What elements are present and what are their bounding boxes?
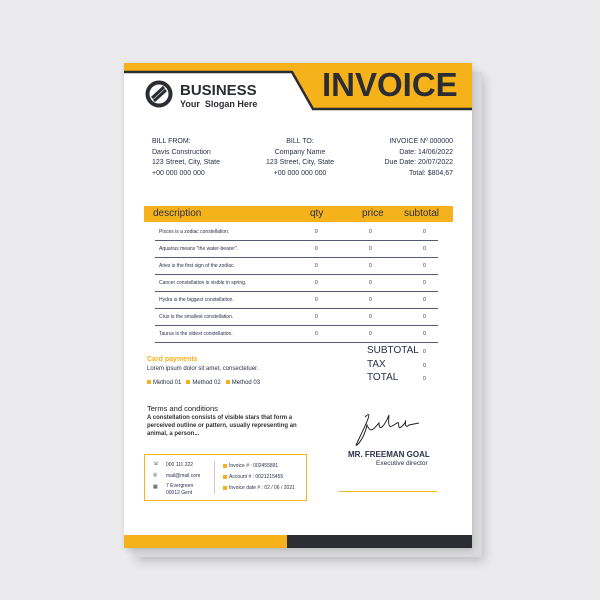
row-qty: 0 <box>315 331 318 337</box>
table-row <box>155 258 438 275</box>
row-description: Aquarius means "the water-bearer". <box>159 246 239 252</box>
brand-name: BUSINESS <box>180 82 257 99</box>
bill-to-label: BILL TO: <box>286 138 314 145</box>
bill-from <box>152 137 220 179</box>
row-description: Cancer constellation is visible in spring. <box>159 280 247 286</box>
row-qty: 0 <box>315 297 318 303</box>
invoice-title: INVOICE <box>322 66 458 103</box>
signer-role: Executive director <box>376 460 428 467</box>
terms-title: Terms and conditions <box>147 404 218 413</box>
row-description: Hydra is the biggest constellation. <box>159 297 234 303</box>
col-price: price <box>362 208 384 219</box>
table-row <box>155 241 438 258</box>
row-description: Crux is the smallest constellation. <box>159 314 234 320</box>
row-subtotal: 0 <box>423 246 426 252</box>
contact-invoice-number: Invoice # : 002455891 <box>229 463 279 469</box>
card-payments-text: Lorem ipsum dolor sit amet, consectetuer. <box>147 366 259 372</box>
bill-to-address: 123 Street, City, State <box>266 159 334 166</box>
footer-bar-dark <box>287 535 472 548</box>
subtotal-value: 0 <box>423 349 426 355</box>
col-subtotal: subtotal <box>404 208 440 219</box>
due-date: Due Date: 20/07/2022 <box>384 159 453 166</box>
card-payments-title: Card payments <box>147 356 198 363</box>
bill-to <box>260 137 340 179</box>
contact-email: mail@mail.com <box>166 473 201 479</box>
bill-to-name: Company Name <box>274 148 326 156</box>
row-price: 0 <box>369 246 372 252</box>
row-subtotal: 0 <box>423 280 426 286</box>
divider <box>214 461 215 494</box>
totals <box>367 345 426 386</box>
signature <box>345 405 425 450</box>
table-row <box>155 292 438 309</box>
terms-text: A constellation consists of visible stars that form a perceived outline or pattern, usually representing an animal, a person... <box>147 415 297 437</box>
col-qty: qty <box>310 208 324 219</box>
row-price: 0 <box>369 263 372 269</box>
method-2: Method 02 <box>192 380 221 386</box>
phone-icon: ☏ <box>153 461 160 467</box>
row-description: Pisces is a zodiac constellation. <box>159 229 230 235</box>
row-price: 0 <box>369 314 372 320</box>
address-line-2: 00012 Gent <box>166 489 193 496</box>
table-row <box>155 224 438 241</box>
invoice-total: Total: $804,67 <box>409 169 453 177</box>
table-row <box>155 326 438 343</box>
signature-line <box>339 491 437 492</box>
business-logo-icon <box>145 80 173 108</box>
location-icon: ◎ <box>153 472 158 478</box>
method-3: Method 03 <box>231 380 261 386</box>
row-qty: 0 <box>315 280 318 286</box>
row-qty: 0 <box>315 229 318 235</box>
row-description: Aries is the first sign of the zodiac. <box>159 263 235 269</box>
footer-bar-accent <box>124 535 287 548</box>
row-price: 0 <box>369 297 372 303</box>
total-label: TOTAL <box>367 372 399 383</box>
total-value: 0 <box>423 376 426 382</box>
brand-slogan: Your Slogan Here <box>180 99 258 109</box>
invoice-info <box>360 137 453 179</box>
row-qty: 0 <box>315 263 318 269</box>
row-price: 0 <box>369 280 372 286</box>
invoice-number: INVOICE Nº 000000 <box>389 138 453 145</box>
tax-value: 0 <box>423 362 426 369</box>
contact-account: Account # : 0021215455 <box>229 474 284 480</box>
row-subtotal: 0 <box>423 331 426 337</box>
bill-from-phone: +00 000 000 000 <box>152 169 205 177</box>
row-subtotal: 0 <box>423 229 426 235</box>
contact-address <box>166 483 193 496</box>
invoice-date: Date: 14/06/2022 <box>399 148 453 156</box>
row-subtotal: 0 <box>423 314 426 320</box>
tax-label: TAX <box>367 358 386 370</box>
row-description: Taurus is the oldest constellation. <box>159 331 233 337</box>
address-line-1: 7 Evergreen <box>166 483 194 489</box>
subtotal-label: SUBTOTAL <box>367 345 419 356</box>
bill-from-name: Davis Construction <box>152 148 211 156</box>
row-subtotal: 0 <box>423 297 426 303</box>
bill-to-phone: +00 000 000 000 <box>273 169 327 177</box>
row-qty: 0 <box>315 314 318 320</box>
row-price: 0 <box>369 229 372 235</box>
contact-invoice-date: Invoice date # : 02 / 06 / 2021 <box>229 485 295 491</box>
table-row <box>155 275 438 292</box>
row-subtotal: 0 <box>423 263 426 269</box>
contact-phone: 000 111 222 <box>166 462 194 468</box>
building-icon: ▦ <box>153 484 158 490</box>
method-1: Method 01 <box>153 380 182 386</box>
row-qty: 0 <box>315 246 318 252</box>
bill-from-label: BILL FROM: <box>152 138 191 145</box>
row-price: 0 <box>369 331 372 337</box>
col-description: description <box>153 208 202 219</box>
payment-methods <box>147 380 260 386</box>
signer-name: MR. FREEMAN GOAL <box>348 450 430 459</box>
contact-box <box>144 454 307 501</box>
table-header <box>144 206 453 222</box>
bill-from-address: 123 Street, City, State <box>152 159 220 166</box>
table-row <box>155 309 438 326</box>
